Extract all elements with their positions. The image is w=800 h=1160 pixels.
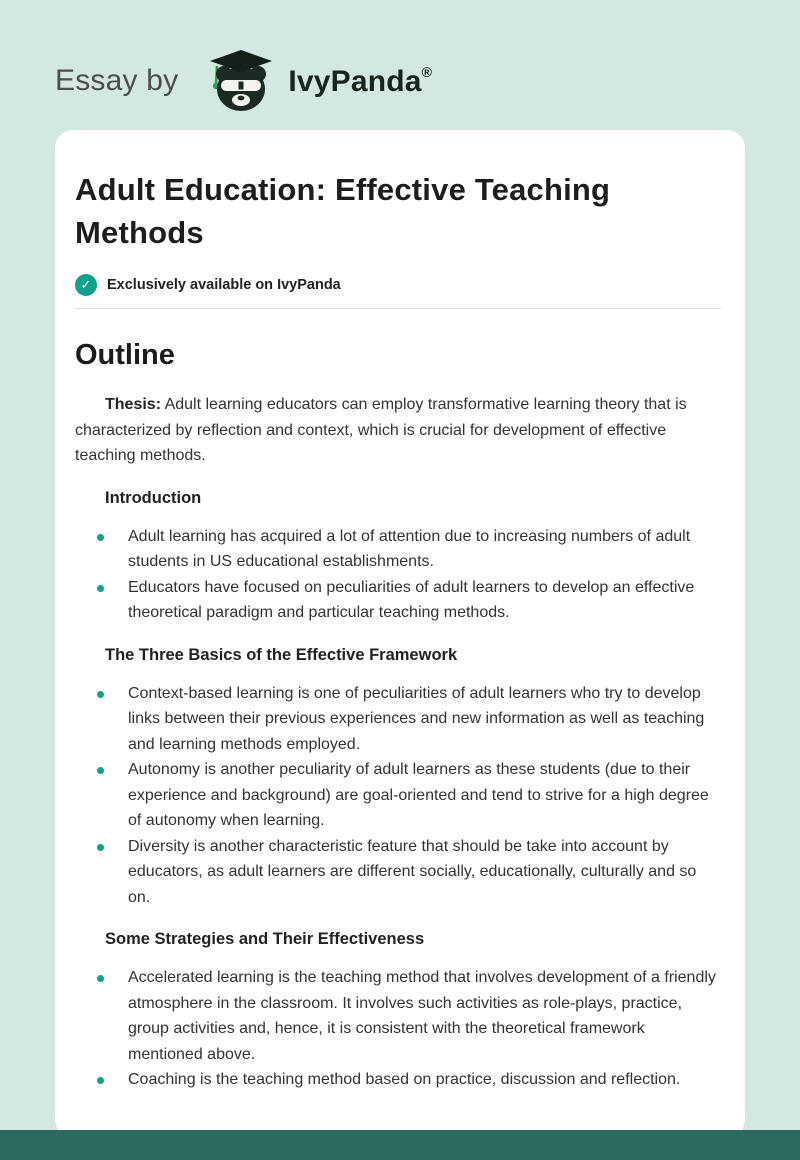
outline-heading: Outline bbox=[75, 339, 175, 371]
list-item bbox=[75, 834, 722, 911]
list-item bbox=[75, 965, 722, 1067]
page-header bbox=[0, 0, 800, 122]
page-title: Adult Education: Effective Teaching Methods bbox=[75, 172, 611, 250]
thesis-label: Thesis: bbox=[105, 396, 162, 413]
list-item bbox=[75, 524, 722, 575]
check-icon: ✓ bbox=[75, 274, 97, 296]
bullet-text: Adult learning has acquired a lot of attention due to increasing numbers of adult students in US educational establishments. bbox=[128, 527, 691, 570]
section-heading: The Three Basics of the Effective Framework bbox=[105, 645, 458, 664]
section-strategies bbox=[75, 930, 722, 1093]
section-heading: Some Strategies and Their Effectiveness bbox=[105, 930, 425, 948]
brand-name bbox=[288, 64, 432, 99]
availability-label: Exclusively available on IvyPanda bbox=[107, 277, 341, 293]
bullet-text: Diversity is another characteristic feature that should be take into account by educators, as adult learners are different socially, educationally, culturally and so on. bbox=[128, 837, 697, 906]
essay-by-label: Essay by bbox=[55, 64, 179, 97]
bullet-icon bbox=[97, 844, 104, 851]
brand-text: IvyPanda bbox=[288, 64, 422, 98]
bullet-list bbox=[75, 681, 722, 911]
registered-mark: ® bbox=[421, 63, 433, 80]
bullet-icon bbox=[97, 691, 104, 698]
bullet-list bbox=[75, 524, 722, 626]
list-item bbox=[75, 757, 722, 834]
section-introduction bbox=[75, 489, 722, 626]
bullet-text: Educators have focused on peculiarities of adult learners to develop an effective theoretical paradigm and particular teaching methods. bbox=[128, 578, 695, 621]
bullet-icon bbox=[97, 585, 104, 592]
bullet-text: Accelerated learning is the teaching method that involves development of a friendly atmosphere in the classroom. It involves such activities as role-plays, practice, group activities and, hence, it is consistent with the theoretical framework mentioned above. bbox=[128, 969, 716, 1063]
bullet-text: Coaching is the teaching method based on practice, discussion and reflection. bbox=[128, 1071, 681, 1088]
bullet-icon bbox=[97, 767, 104, 774]
essay-card bbox=[55, 130, 745, 1137]
divider bbox=[75, 308, 722, 309]
list-item bbox=[75, 575, 722, 626]
bullet-icon bbox=[97, 1077, 104, 1084]
bullet-list bbox=[75, 965, 722, 1093]
bullet-text: Autonomy is another peculiarity of adult learners as these students (due to their experience and background) are goal-oriented and tend to strive for a high degree of autonomy when learning. bbox=[128, 761, 709, 829]
bullet-icon bbox=[97, 975, 104, 982]
footer-bar bbox=[0, 1130, 800, 1160]
list-item bbox=[75, 1067, 722, 1093]
ivypanda-logo-icon bbox=[204, 48, 278, 114]
thesis-paragraph bbox=[75, 392, 722, 469]
list-item bbox=[75, 681, 722, 758]
section-three-basics bbox=[75, 646, 722, 911]
availability-row bbox=[75, 274, 722, 296]
bullet-icon bbox=[97, 534, 104, 541]
thesis-text: Adult learning educators can employ transformative learning theory that is characterized by reflection and context, which is crucial for development of effective teaching methods. bbox=[75, 396, 687, 464]
section-heading: Introduction bbox=[105, 488, 202, 507]
bullet-text: Context-based learning is one of peculiarities of adult learners who try to develop links between their previous experiences and new information as well as teaching and learning methods employed. bbox=[128, 684, 705, 753]
